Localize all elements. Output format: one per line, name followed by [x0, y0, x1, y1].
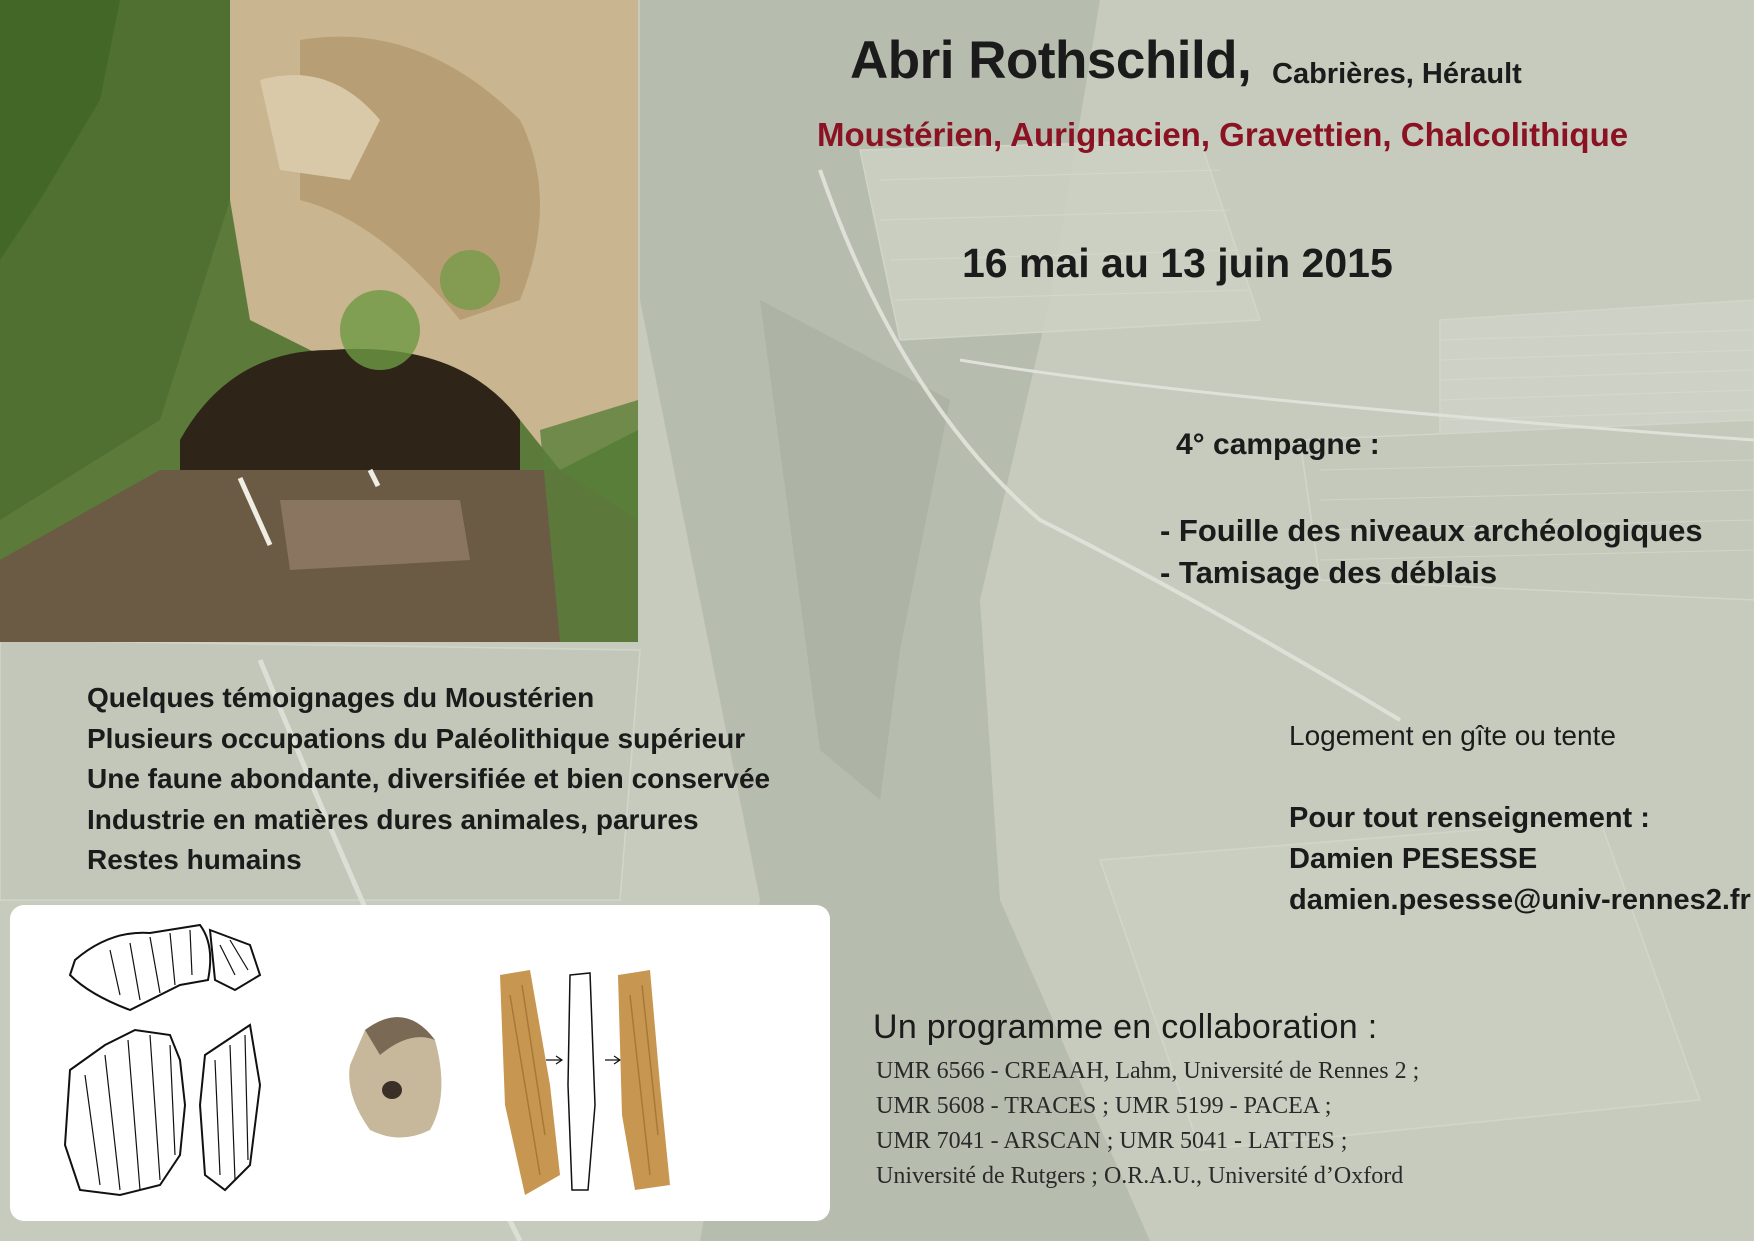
partner-institutions: [876, 1054, 1419, 1194]
cultural-periods: Moustérien, Aurignacien, Gravettien, Chalcolithique: [817, 116, 1629, 153]
collaboration-title: Un programme en collaboration :: [873, 1008, 1378, 1046]
campaign-task: - Fouille des niveaux archéologiques: [1160, 513, 1703, 548]
contact-block: [1289, 798, 1751, 921]
campaign-tasks: [1160, 510, 1703, 594]
artifact-illustrations: [10, 905, 830, 1221]
feature-item: Une faune abondante, diversifiée et bien conservée: [87, 763, 771, 794]
partner-line: Université de Rutgers ; O.R.A.U., Université d’Oxford: [876, 1163, 1404, 1189]
feature-item: Plusieurs occupations du Paléolithique supérieur: [87, 722, 746, 754]
campaign-label: 4° campagne :: [1176, 428, 1380, 461]
site-location: Cabrières, Hérault: [1272, 58, 1522, 90]
lodging-info: Logement en gîte ou tente: [1289, 720, 1616, 751]
partner-line: UMR 5608 - TRACES ; UMR 5199 - PACEA ;: [876, 1093, 1332, 1119]
contact-email[interactable]: damien.pesesse@univ-rennes2.fr: [1289, 884, 1751, 916]
excavation-dates: 16 mai au 13 juin 2015: [962, 240, 1393, 286]
feature-item: Industrie en matières dures animales, parures: [87, 803, 699, 835]
feature-item: Restes humains: [87, 844, 302, 875]
partner-line: UMR 7041 - ARSCAN ; UMR 5041 - LATTES ;: [876, 1128, 1348, 1154]
bone-tool-right: [618, 970, 670, 1190]
contact-label: Pour tout renseignement :: [1289, 802, 1650, 834]
flint-tool-drawing-top: [70, 925, 260, 1010]
feature-item: Quelques témoignages du Moustérien: [87, 682, 595, 713]
perforated-shell-ornament: [349, 1017, 441, 1137]
site-title: Abri Rothschild,: [850, 31, 1252, 90]
contact-name: Damien PESESSE: [1289, 843, 1538, 875]
campaign-task: - Tamisage des déblais: [1160, 555, 1498, 590]
artifacts-panel: [10, 905, 830, 1221]
bone-tool-left: [500, 970, 560, 1195]
site-features-list: [87, 678, 770, 881]
flint-tool-drawing-main: [65, 1025, 260, 1195]
cave-photo: [0, 0, 638, 642]
partner-line: UMR 6566 - CREAAH, Lahm, Université de Rennes 2 ;: [876, 1058, 1420, 1084]
